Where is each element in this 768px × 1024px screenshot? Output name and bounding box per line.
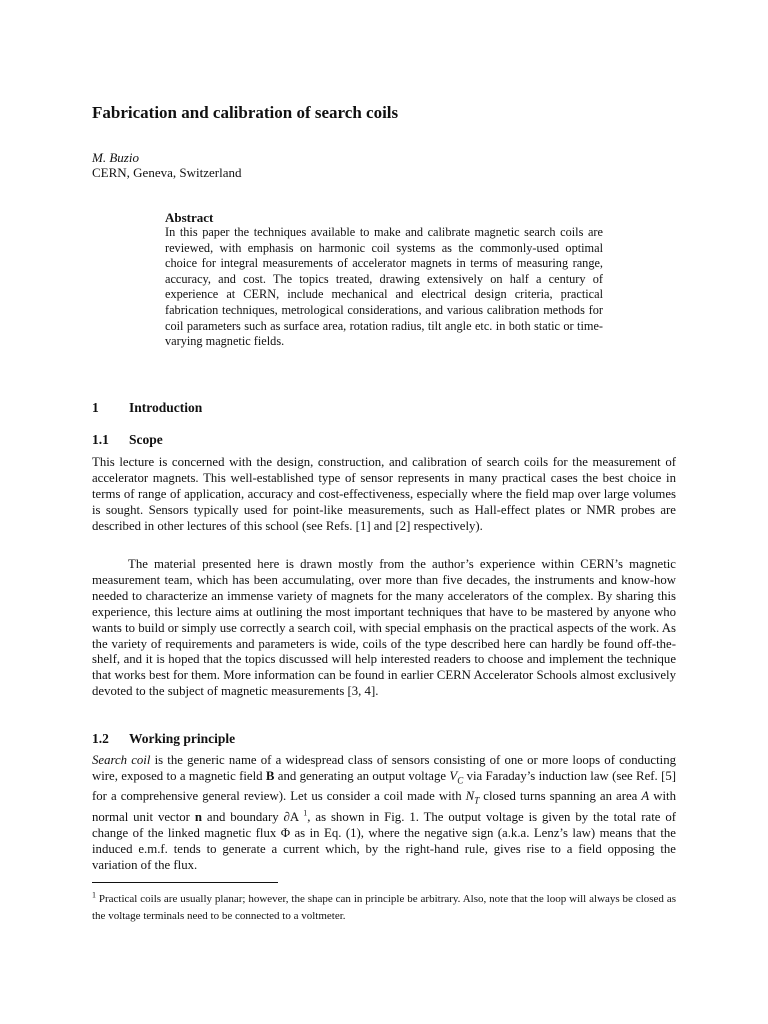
author-name: M. Buzio bbox=[92, 150, 139, 165]
footnote-divider bbox=[92, 882, 278, 883]
section-1-heading bbox=[92, 400, 202, 416]
abstract-heading: Abstract bbox=[165, 210, 214, 225]
footnote-text: Practical coils are usually planar; however, the shape can in principle be arbitrary. Also, note that the loop will always be closed as the voltage terminals need to be connected to a voltmeter. bbox=[92, 893, 676, 922]
scope-paragraph-2: The material presented here is drawn mostly from the author’s experience within CERN’s magnetic measurement team, which has been accumulating, over more than five decades, the instruments and know-how needed to characterize an immense variety of magnets for the many accelerators of the complex. By sharing this experience, this lecture aims at outlining the most important techniques that have to be mastered by anyone who wants to build or simply use correctly a search coil, with special emphasis on the practical aspects of the work. As the variety of requirements and parameters is wide, coils of the type described here can hardly be found off-the-shelf, and it is hoped that the topics discussed will help interested readers to choose and implement the technique that works best for them. More information can be found in earlier CERN Accelerator Schools almost exclusively devoted to the subject of magnetic measurements [3, 4]. bbox=[92, 557, 676, 699]
symbol-n: n bbox=[194, 809, 202, 824]
text-run: and boundary ∂A bbox=[201, 809, 304, 824]
paper-title: Fabrication and calibration of search coils bbox=[92, 103, 399, 122]
text-run: is the generic name of a widespread class of sensors consisting of one or more loops of conducting wire, exposed to a magnetic field bbox=[92, 753, 676, 783]
section-1-1-heading bbox=[92, 432, 163, 448]
text-run: and generating an output voltage bbox=[274, 768, 450, 783]
working-principle-paragraph bbox=[92, 753, 676, 873]
text-run: with normal unit vector bbox=[92, 789, 676, 824]
scope-paragraph-1: This lecture is concerned with the design, construction, and calibration of search coils for the measurement of accelerator magnets. This well-established type of sensor represents in many practical cases the best choice in terms of range of application, accuracy and cost-effectiveness, especially where the field map over large volumes is sought. Sensors typically used for point-like measurements, such as Hall-effect plates or NMR probes are described in other lectures of this school (see Refs. [1] and [2] respectively). bbox=[92, 455, 676, 533]
section-title: Working principle bbox=[129, 731, 236, 746]
symbol-base: V bbox=[449, 768, 458, 783]
term-search-coil: Search coil bbox=[92, 753, 151, 767]
symbol-a: A bbox=[641, 789, 650, 804]
abstract-text: In this paper the techniques available to make and calibrate magnetic search coils are reviewed, with emphasis on harmonic coil systems as the commonly-used optimal choice for integral measurements of accelerator magnets in terms of measuring range, accuracy, and cost. The topics treated, drawing extensively on half a century of experience at CERN, include mechanical and electrical design criteria, practical fabrication techniques, metrological considerations, and various calibration methods for coil parameters such as surface area, rotation radius, tilt angle etc. in both static or time-varying magnetic fields. bbox=[165, 225, 603, 349]
section-number: 1 bbox=[92, 400, 99, 415]
section-number: 1.2 bbox=[92, 731, 109, 746]
symbol-subscript: T bbox=[474, 795, 480, 806]
symbol-base: N bbox=[465, 789, 475, 804]
section-number: 1.1 bbox=[92, 432, 109, 447]
section-title: Introduction bbox=[129, 400, 203, 415]
text-run: , as shown in Fig. 1. The output voltage is given by the total rate of change of the linked magnetic flux Φ as in Eq. (1), where the negative sign (a.k.a. Lenz’s law) means that the induced e.m.f. tends to generate a current which, by the right-hand rule, gives rise to a field opposing the variation of the flux. bbox=[92, 809, 676, 872]
abstract-block bbox=[165, 210, 603, 350]
symbol-vc bbox=[449, 768, 464, 786]
author-affiliation: CERN, Geneva, Switzerland bbox=[92, 165, 242, 180]
footnote-mark: 1 bbox=[92, 890, 96, 900]
symbol-nt bbox=[465, 789, 480, 806]
symbol-subscript: C bbox=[457, 775, 464, 786]
section-1-2-heading bbox=[92, 731, 235, 747]
text-run: via Faraday’s induction law (see Ref. [5] for a comprehensive general review). Let us consider a coil made with bbox=[92, 768, 676, 804]
footnote-1 bbox=[92, 891, 676, 924]
symbol-b: B bbox=[265, 768, 275, 783]
footnote-reference[interactable]: 1 bbox=[303, 808, 308, 818]
text-run: closed turns spanning an area bbox=[479, 789, 642, 804]
section-title: Scope bbox=[129, 432, 163, 447]
